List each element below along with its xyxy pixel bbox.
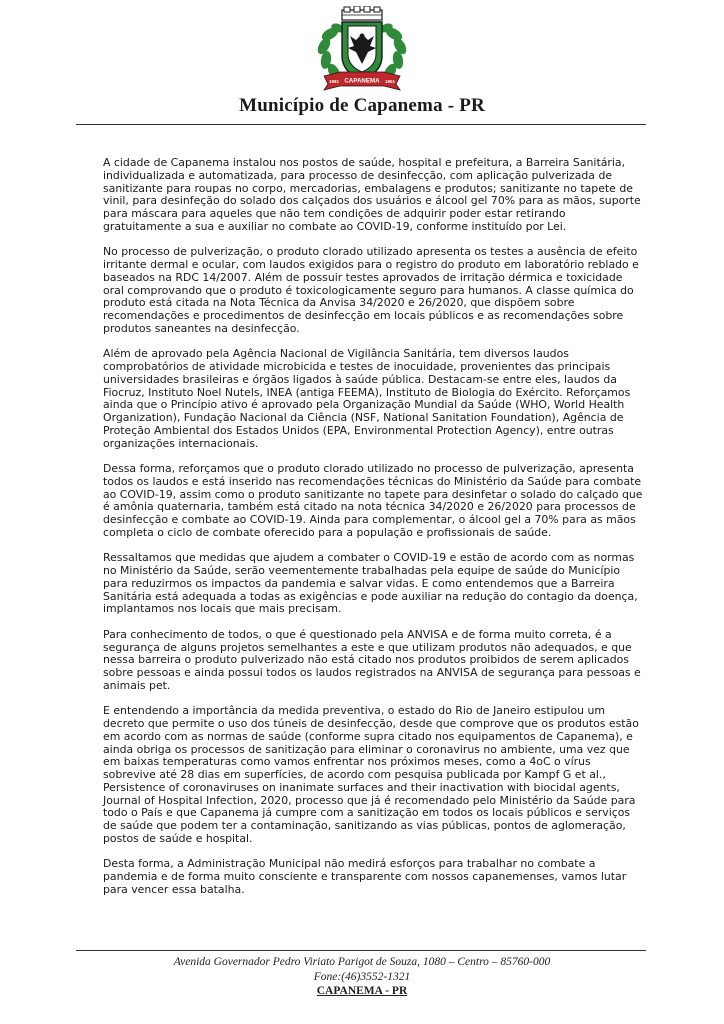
- paragraph-8: Desta forma, a Administração Municipal não medirá esforços para trabalhar no combate a pandemia e de forma muito consciente e transparente com nossos capanemenses, vamos lutar para vencer essa batalha.: [103, 857, 627, 896]
- municipality-title: Município de Capanema - PR: [239, 95, 485, 116]
- ribbon-year-left: 1961: [328, 79, 340, 84]
- document-body: [103, 157, 645, 909]
- paragraph-5: Ressaltamos que medidas que ajudem a combater o COVID-19 e estão de acordo com as normas no Ministério da Saúde, serão veementemente trabalhadas pela equipe de saúde do Município para reduzirmos os impactos da pandemia e salvar vidas. E como entendemos que a Barreira Sanitária está adequada a todas as exigências e pode auxiliar na redução do contagio da doença, implantamos nos locais que mais precisam.: [103, 551, 638, 616]
- paragraph-1: A cidade de Capanema instalou nos postos de saúde, hospital e prefeitura, a Barreira Sanitária, individualizada e automatizada, para processo de desinfecção, com aplicação pulverizada de sanitizante para roupas no corpo, mercadorias, embalagens e produtos; sanitizante no tapete de vinil, para desinfeção do solado dos calçados dos usuários e álcool gel 70% para as mãos, suporte para máscara para aqueles que não tem condições de adquirir poder estar retirando gratuitamente a sua e auxiliar no combate ao COVID-19, conforme instituído por Lei.: [103, 156, 641, 233]
- footer-phone: Fone:(46)3552-1321: [313, 970, 411, 983]
- paragraph-6: Para conhecimento de todos, o que é questionado pela ANVISA e de forma muito correta, é a segurança de alguns projetos semelhantes a este e que utilizam produtos não adequados, e que nessa barreira o produto pulverizado não está citado nos produtos proibidos de serem aplicados sobre pessoas e ainda possui todos os laudos registrados na ANVISA de segurança para pessoas e animais pet.: [103, 627, 641, 692]
- footer-city: CAPANEMA - PR: [316, 985, 408, 997]
- footer: [0, 955, 724, 999]
- paragraph-7: E entendendo a importância da medida preventiva, o estado do Rio de Janeiro estipulou um decreto que permite o uso dos túneis de desinfecção, desde que comprove que os produtos estão em acordo com as normas de saúde (conforme supra citado nos equipamentos de Capanema), e ainda obriga os processos de sanitização para eliminar o coronavirus no ambiente, uma vez que em baixas temperaturas como vamos enfrentar nos próximos meses, como a 4oC o vírus sobrevive até 28 dias em superfícies, de acordo com pesquisa publicada por Kampf G et al., Persistence of coronaviruses on inanimate surfaces and their inactivation with biocidal agents, Journal of Hospital Infection, 2020, processo que já é recomendado pelo Ministério da Saúde para todo o País e que Capanema já cumpre com a sanitização em todos os locais públicos e serviços de saúde que podem ter a contaminação, sanitizando as vias públicas, pontos de aglomeração, postos de saúde e hospital.: [103, 704, 639, 845]
- footer-address: Avenida Governador Pedro Viriato Parigot de Souza, 1080 – Centro – 85760-000: [173, 956, 551, 968]
- header-divider: [76, 124, 646, 125]
- shield-icon: [342, 22, 382, 80]
- paragraph-2: No processo de pulverização, o produto clorado utilizado apresenta os testes a ausência de efeito irritante dermal e ocular, com laudos exigidos para o registro do produto em laboratório reblado e baseados na RDC 14/2007. Além de possuir testes aprovados de irritação dérmica e toxicidade oral comprovando que o produto é toxicologicamente seguro para humanos. A classe química do produto está citada na Nota Técnica da Anvisa 34/2020 e 26/2020, que dispõem sobre recomendações e procedimentos de desinfecção em locais públicos e as recomendações sobre produtos saneantes na desinfecção.: [103, 245, 639, 335]
- footer-divider: [76, 950, 646, 951]
- ribbon-banner: [324, 72, 400, 90]
- crown-icon: [342, 6, 382, 20]
- ribbon-city-text: CAPANEMA: [344, 77, 380, 85]
- crest-emblem: [310, 6, 414, 94]
- paragraph-3: Além de aprovado pela Agência Nacional de Vigilância Sanitária, tem diversos laudos comprobatórios de atividade microbicida e testes de inocuidade, provenientes das principais universidades brasileiras e órgãos ligados à saúde pública. Destacam-se entre eles, laudos da Fiocruz, Instituto Noel Nutels, INEA (antiga FEEMA), Instituto de Biologia do Exército. Reforçamos ainda que o Princípio ativo é aprovado pela Organização Mundial da Saúde (WHO, World Health Organization), Fundação Nacional da Ciência (NSF, National Sanitation Foundation), Agência de Proteção Ambiental dos Estados Unidos (EPA, Environmental Protection Agency), entre outras organizações internacionais.: [103, 347, 631, 450]
- ribbon-year-right: 1951: [384, 79, 396, 84]
- municipal-crest: [310, 6, 414, 94]
- paragraph-4: Dessa forma, reforçamos que o produto clorado utilizado no processo de pulverização, apresenta todos os laudos e está inserido nas recomendações técnicas do Ministério da Saúde para combate ao COVID-19, assim como o produto sanitizante no tapete para desinfetar o solado do calçado que é amônia quaternaria, também está citado na nota técnica 34/2020 e 26/2020 para processos de desinfecção e combate ao COVID-19. Ainda para complementar, o álcool gel a 70% para as mãos completa o ciclo de combate oferecido para a população e profissionais de saúde.: [103, 462, 643, 539]
